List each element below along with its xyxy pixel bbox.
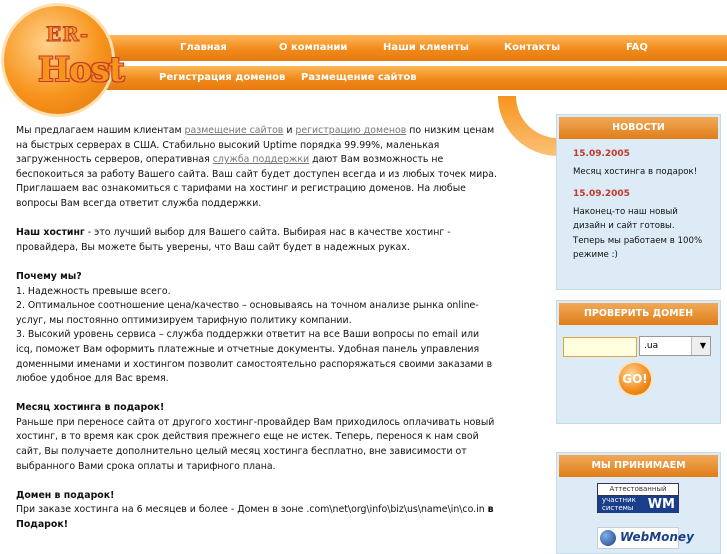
domain-input[interactable]: [563, 337, 637, 357]
nav-clients[interactable]: Наши клиенты: [383, 42, 469, 53]
nav-about[interactable]: О компании: [279, 42, 348, 53]
zone-select[interactable]: .ua ▼: [639, 336, 711, 356]
link-domains[interactable]: регистрацию доменов: [295, 125, 407, 136]
globe-icon: [600, 530, 616, 546]
main-content: [16, 124, 498, 547]
link-hosting[interactable]: размещение сайтов: [184, 125, 284, 136]
payment-panel: [556, 452, 721, 554]
webmoney-logo[interactable]: WebMoney: [597, 527, 679, 549]
domain-gift-section: Домен в подарок! При заказе хостинга на 6 месяцев и более - Домен в зоне .com\net\org\info\biz\us\name\in\co.in в Подарок!: [16, 489, 494, 531]
domain-check-panel: [556, 300, 721, 424]
main-nav: [95, 35, 727, 61]
nav-faq[interactable]: FAQ: [626, 42, 648, 53]
link-support[interactable]: служба поддержки: [212, 154, 310, 166]
news-text[interactable]: Наконец-то наш новый дизайн и сайт готовы. Теперь мы работаем в 100% режиме :): [573, 207, 703, 260]
chevron-down-icon: ▼: [691, 337, 710, 355]
news-date: 15.09.2005: [573, 189, 630, 200]
news-panel: [556, 114, 721, 290]
site-logo[interactable]: [4, 6, 124, 114]
logo-wordmark: ER- Host: [38, 22, 124, 90]
intro-paragraph: Мы предлагаем нашим клиентам размещение сайтов и регистрацию доменов по низким ценам на быстрых серверах в США. Стабильно высокий Uptime порядка 99.99%, маленькая загруженность серверов, оперативная служба поддержки дают Вам возможность не беспокоиться за работу Вашего сайта. Ваш сайт будет доступен всегда и из любых точек мира. Приглашаем вас ознакомиться с тарифами на хостинг и регистрацию доменов. На любые вопросы Вам всегда ответит служба поддержки.: [16, 125, 497, 209]
why-section: Почему мы? 1. Надежность превыше всего. 2. Оптимальное соотношение цена/качество – основываясь на точном анализе рынка online-услуг, мы постоянно оптимизируем тарифную политику компании. 3. Высокий уровень сервиса – служба поддержки ответит на все Ваши вопросы по email или icq, поможет Вам оформить платежные и отчетные документы. Удобная панель управления доменными именами и хостингом позволит самостоятельно распоряжаться своими заказами в любое удобное для Вас время.: [16, 270, 493, 385]
nav-hosting[interactable]: Размещение сайтов: [301, 72, 417, 83]
go-button[interactable]: GO!: [619, 363, 651, 395]
news-title: НОВОСТИ: [559, 117, 718, 139]
news-text[interactable]: Месяц хостинга в подарок!: [573, 167, 698, 177]
nav-domain-registration[interactable]: Регистрация доменов: [159, 72, 286, 83]
nav-home[interactable]: Главная: [180, 42, 227, 53]
news-date: 15.09.2005: [573, 149, 630, 159]
sub-nav: [95, 66, 727, 90]
domain-check-title: ПРОВЕРИТЬ ДОМЕН: [559, 303, 718, 325]
nav-contacts[interactable]: Контакты: [504, 42, 561, 53]
gift-section: Месяц хостинга в подарок! Раньше при переносе сайта от другого хостинг-провайдер Вам приходилось оплачивать новый хостинг, в то время как срок действия прежнего еще не истек. Теперь, перенося к нам свой сайт, Вы получаете дополнительно целый месяц хостинга бесплатно, вне зависимости от выбранного Вами срока оплаты и тарифного плана.: [16, 402, 495, 472]
payment-title: МЫ ПРИНИМАЕМ: [559, 455, 718, 477]
hosting-paragraph: Наш хостинг - это лучший выбор для Вашего сайта. Выбирая нас в качестве хостинг - провайдера, Вы можете быть уверены, что Ваш сайт будет в надежных руках.: [16, 227, 451, 253]
webmoney-attested-badge[interactable]: Аттестованный участник системы WM: [597, 483, 679, 513]
